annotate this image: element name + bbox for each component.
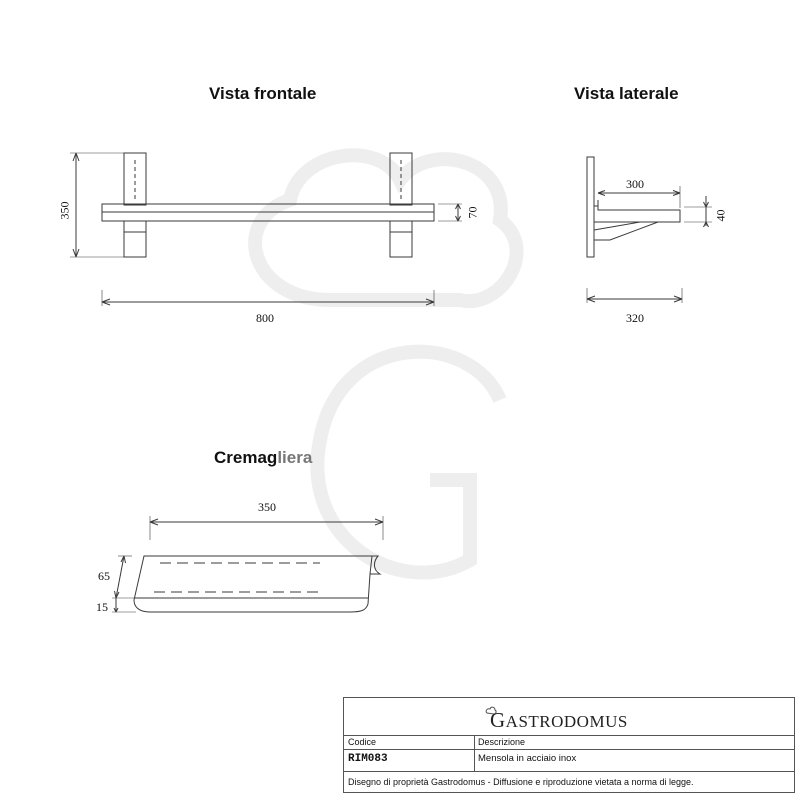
rack-base-dim: 15: [96, 600, 108, 614]
brand-name: GASTRODOMUS: [490, 708, 628, 732]
rack-title-light: liera: [277, 448, 313, 467]
side-top-dim: 300: [626, 177, 644, 191]
rack-title: [214, 448, 312, 468]
title-block: [343, 697, 795, 793]
front-height-dim: 350: [57, 201, 72, 220]
front-shelf-dim: 70: [465, 206, 480, 219]
ownership-notice: Disegno di proprietà Gastrodomus - Diffusione e riproduzione vietata a norma di legge.: [348, 777, 694, 787]
rack-length-dim: 350: [258, 500, 276, 514]
description-value: Mensola in acciaio inox: [478, 753, 577, 764]
rack-height-dim: 65: [98, 569, 110, 583]
title-block-brand-row: [344, 698, 794, 736]
rack-title-dark: Cremag: [214, 448, 278, 467]
front-view-drawing: [70, 153, 462, 306]
side-height-dim: 40: [713, 209, 728, 222]
side-view-drawing: [587, 157, 712, 303]
side-view-title: Vista laterale: [574, 84, 679, 103]
rack-drawing: [112, 516, 383, 612]
code-value: RIM083: [348, 753, 388, 765]
description-cell: [474, 736, 794, 772]
front-view-title: Vista frontale: [209, 84, 317, 103]
title-block-info-row: [344, 736, 794, 772]
title-block-footer-row: [344, 773, 794, 793]
front-width-dim: 800: [256, 311, 274, 325]
code-label: Codice: [348, 737, 377, 747]
code-cell: [344, 736, 475, 772]
description-label: Descrizione: [478, 737, 526, 747]
side-depth-dim: 320: [626, 311, 644, 325]
